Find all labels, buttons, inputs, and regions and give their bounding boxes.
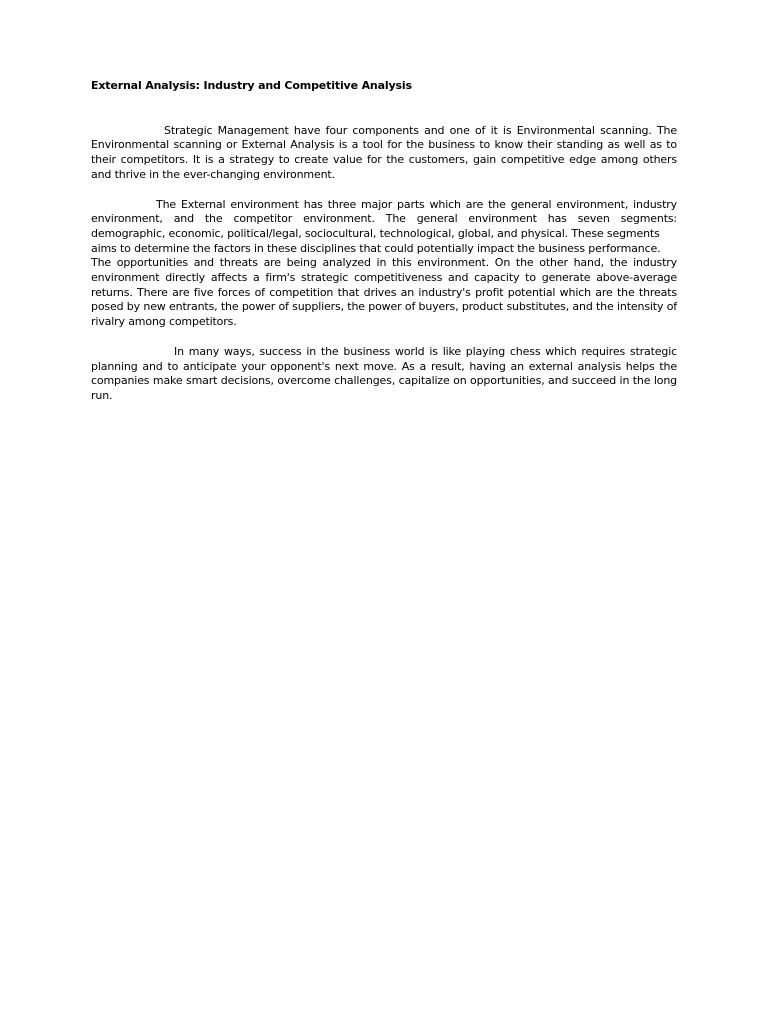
paragraph-segments-aim: aims to determine the factors in these disciplines that could potentially impact the business performance. bbox=[91, 241, 661, 255]
paragraph-opportunities-threats: The opportunities and threats are being analyzed in this environment. On the other hand, the industry environment directly affects a firm's strategic competitiveness and capacity to generate above-average returns. There are five forces of competition that drives an industry's profit potential which are the threats posed by new entrants, the power of suppliers, the power of buyers, product substitutes, and the intensity of rivalry among competitors. bbox=[91, 256, 677, 329]
document-body bbox=[91, 79, 677, 404]
document-title: External Analysis: Industry and Competitive Analysis bbox=[91, 79, 412, 92]
paragraph-conclusion: In many ways, success in the business world is like playing chess which requires strategic planning and to anticipate your opponent's next move. As a result, having an external analysis helps the companies make smart decisions, overcome challenges, capitalize on opportunities, and succeed in the long run. bbox=[91, 344, 677, 402]
paragraph-external-environment: The External environment has three major parts which are the general environment, industry environment, and the competitor environment. The general environment has seven segments: demographic, economic, political/legal, sociocultural, technological, global, and physical. These segments bbox=[91, 197, 677, 240]
paragraph-environmental-scanning: Strategic Management have four components and one of it is Environmental scanning. The Environmental scanning or External Analysis is a tool for the business to know their standing as well as to their competitors. It is a strategy to create value for the customers, gain competitive edge among others and thrive in the ever-changing environment. bbox=[91, 123, 677, 181]
